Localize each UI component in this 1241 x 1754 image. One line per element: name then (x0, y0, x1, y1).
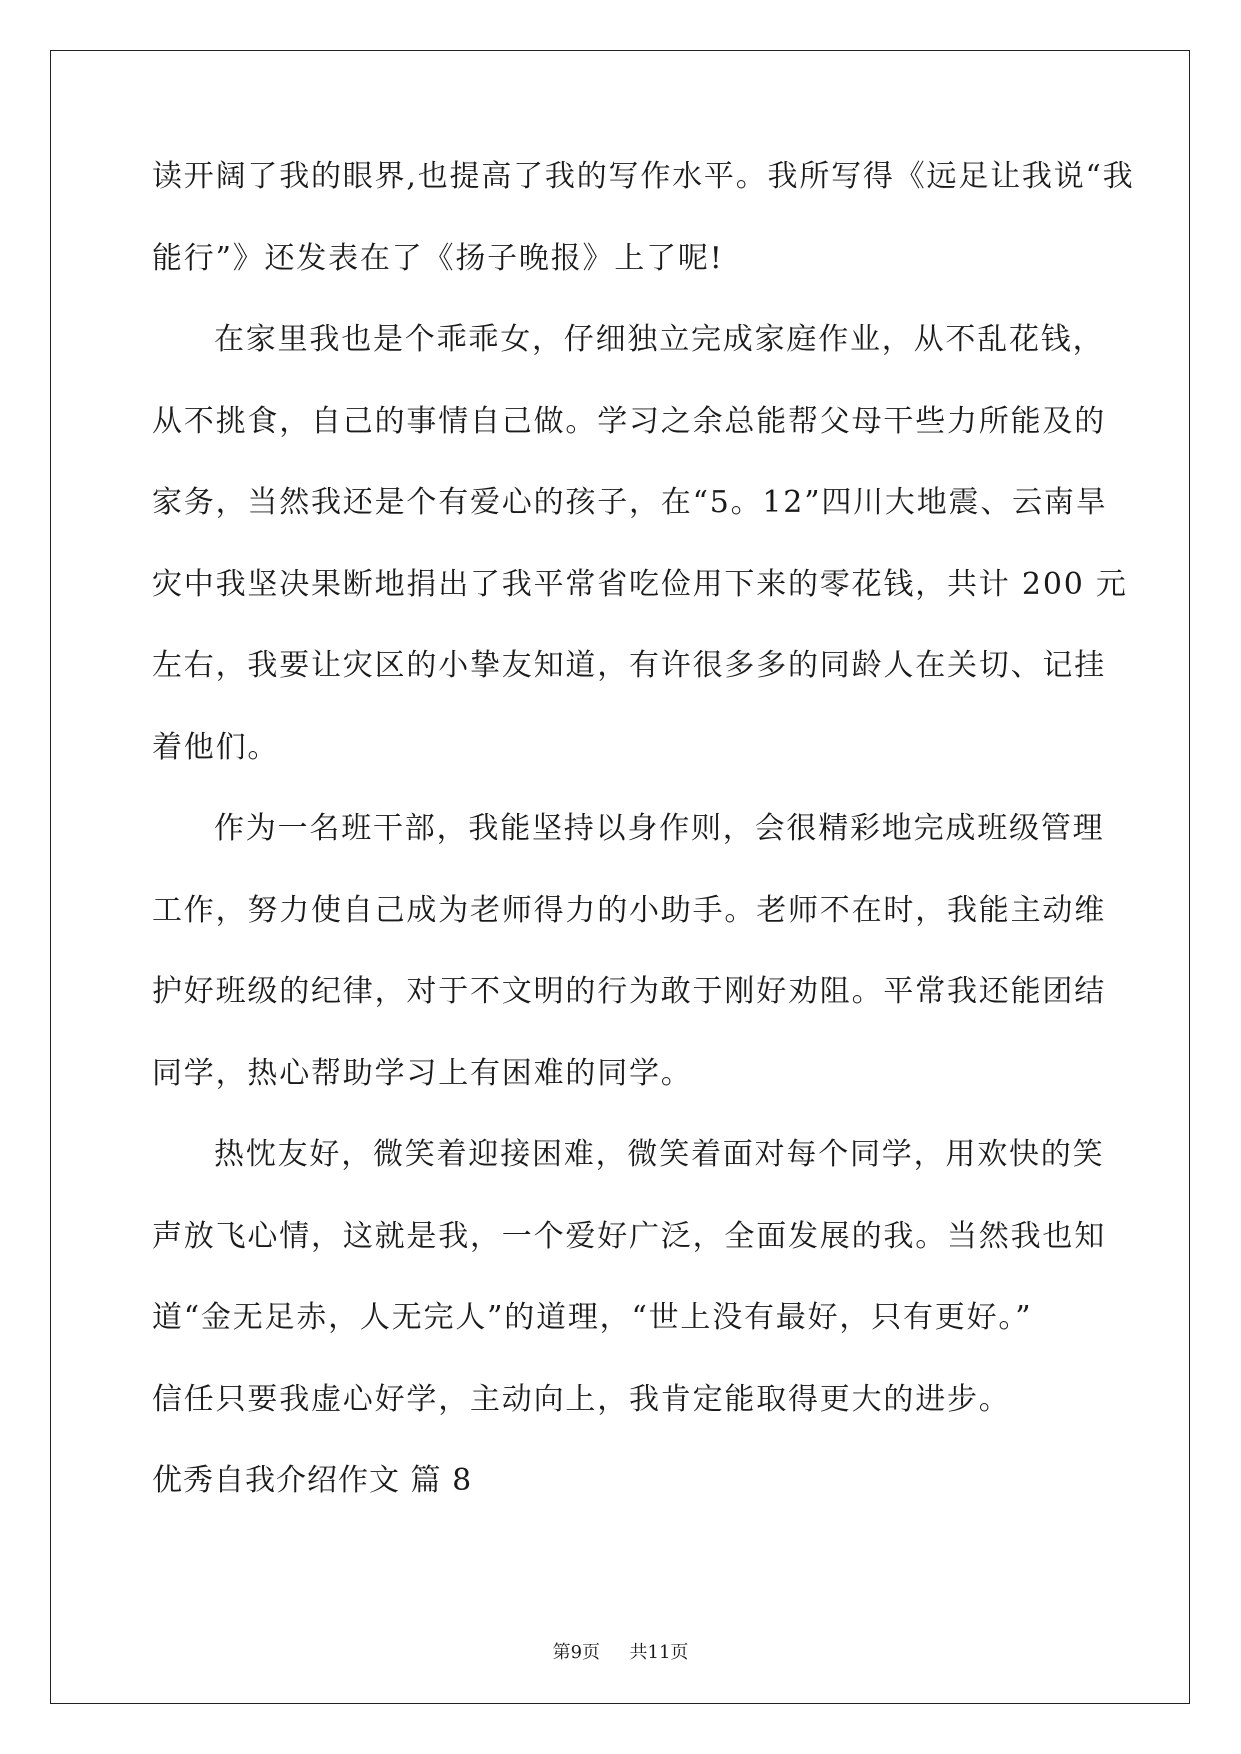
page-number: 第9页 (552, 1642, 601, 1663)
page-total: 共11页 (629, 1642, 689, 1663)
text-line: 在家里我也是个乖乖女，仔细独立完成家庭作业，从不乱花钱， (214, 322, 1105, 357)
page-footer (0, 1642, 1241, 1664)
text-line: 热忱友好，微笑着迎接困难，微笑着面对每个同学，用欢快的笑 (214, 1137, 1105, 1172)
text-line: 同学，热心帮助学习上有困难的同学。 (152, 1055, 693, 1091)
text-line: 能行”》还发表在了《扬子晚报》上了呢! (152, 240, 724, 276)
text-line: 灾中我坚决果断地捐出了我平常省吃俭用下来的零花钱，共计 200 元 (152, 566, 1128, 602)
text-line: 家务，当然我还是个有爱心的孩子，在“5。12”四川大地震、云南旱 (152, 485, 1108, 520)
text-line: 着他们。 (152, 729, 280, 765)
text-line: 左右，我要让灾区的小挚友知道，有许很多多的同龄人在关切、记挂 (152, 648, 1106, 683)
text-line: 护好班级的纪律，对于不文明的行为敢于刚好劝阻。平常我还能团结 (152, 974, 1106, 1009)
section-heading: 优秀自我介绍作文 篇 8 (152, 1463, 473, 1498)
text-line: 读开阔了我的眼界,也提高了我的写作水平。我所写得《远足让我说“我 (152, 159, 1135, 194)
text-line: 道“金无足赤，人无完人”的道理，“世上没有最好，只有更好。” (152, 1300, 1033, 1335)
text-line: 声放飞心情，这就是我，一个爱好广泛，全面发展的我。当然我也知 (152, 1218, 1106, 1254)
text-line: 工作，努力使自己成为老师得力的小助手。老师不在时，我能主动维 (152, 892, 1106, 928)
text-line: 从不挑食，自己的事情自己做。学习之余总能帮父母干些力所能及的 (152, 403, 1106, 439)
text-line: 作为一名班干部，我能坚持以身作则，会很精彩地完成班级管理 (214, 811, 1105, 846)
document-body (152, 159, 1135, 1548)
text-line: 信任只要我虚心好学，主动向上，我肯定能取得更大的进步。 (152, 1381, 1011, 1417)
